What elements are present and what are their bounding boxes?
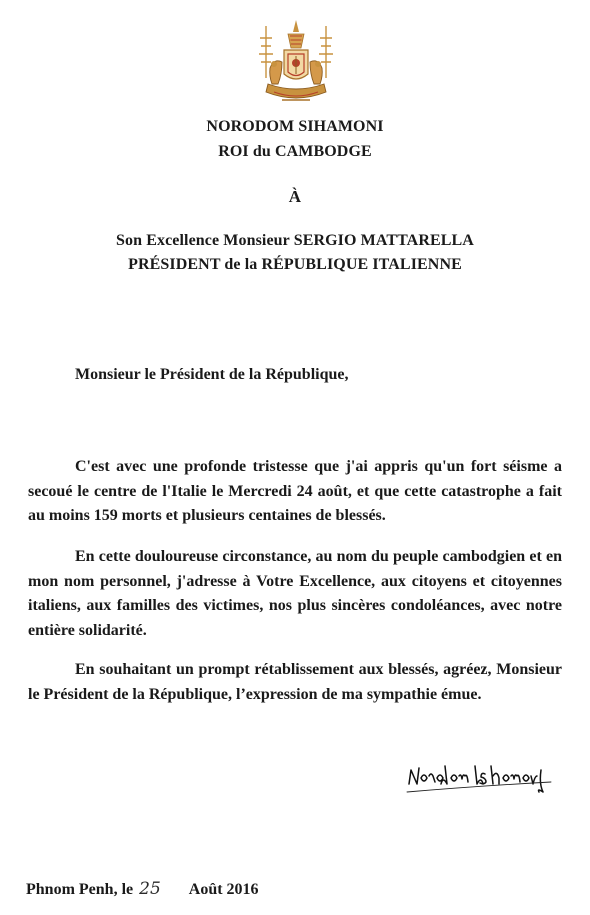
salutation: Monsieur le Président de la République, [75, 366, 349, 383]
handwritten-signature-icon [405, 752, 555, 802]
body-paragraph-1: C'est avec une profonde tristesse que j'ai appris qu'un fort séisme a secoué le centre de l'Italie le Mercredi 24 août, et que cette catastrophe a fait au moins 159 morts et plusieurs centaines de blessés. [28, 458, 562, 524]
royal-coat-of-arms-icon [252, 18, 340, 110]
king-name: NORODOM SIHAMONI [206, 118, 384, 135]
dateline-place: Phnom Penh, le [26, 881, 134, 898]
addressee-name: SERGIO MATTARELLA [293, 232, 474, 249]
addressee-honorific: Son Excellence Monsieur [116, 232, 290, 249]
king-title: ROI du CAMBODGE [218, 143, 372, 160]
addressee-preposition: À [288, 187, 302, 206]
dateline-day: 25 [139, 879, 161, 899]
dateline [26, 879, 259, 899]
addressee-line-1 [0, 232, 590, 250]
addressee-line-2: PRÉSIDENT de la RÉPUBLIQUE ITALIENNE [128, 256, 462, 273]
dateline-month-year: Août 2016 [188, 881, 259, 898]
body-paragraph-2: En cette douloureuse circonstance, au nom du peuple cambodgien et en mon nom personnel, j'adresse à Votre Excellence, aux citoyens et citoyennes italiens, aux familles des victimes, nos plus sincères condoléances, avec notre entière solidarité. [28, 548, 562, 639]
body-paragraph-3: En souhaitant un prompt rétablissement aux blessés, agréez, Monsieur le Président de la République, l’expression de ma sympathie émue. [28, 661, 562, 703]
